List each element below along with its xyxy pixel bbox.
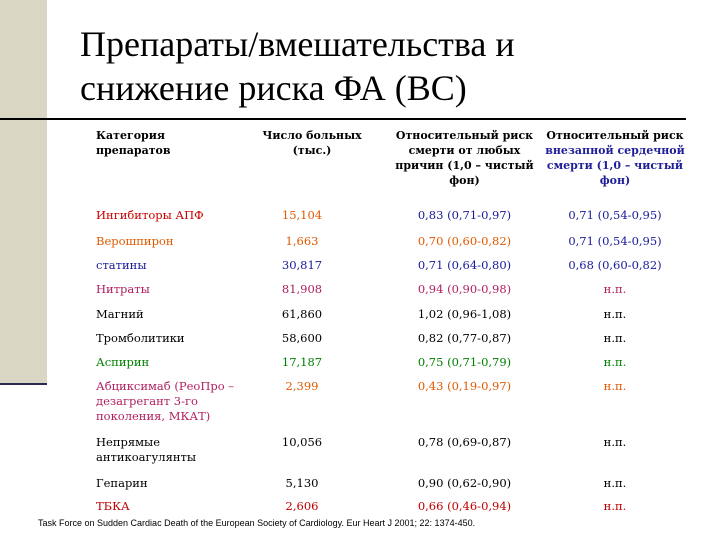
- row-rr-sudden: 0,71 (0,54-0,95): [568, 208, 662, 222]
- row-category: Нитраты: [96, 282, 150, 296]
- row-rr-sudden: н.п.: [603, 307, 627, 321]
- row-category: Абциксимаб (РеоПро – дезагрегант 3-го поколения, МКАТ): [96, 379, 235, 423]
- row-rr-any: 0,43 (0,19-0,97): [417, 379, 512, 393]
- row-rr-sudden: н.п.: [603, 331, 627, 345]
- row-rr-sudden: н.п.: [603, 379, 627, 393]
- header-rr-sudden-part3: фон): [599, 174, 631, 187]
- header-rr-sudden: [540, 128, 690, 188]
- row-patients: 5,130: [285, 476, 319, 490]
- row-category: Ингибиторы АПФ: [96, 208, 204, 222]
- row-rr-any: 0,94 (0,90-0,98): [417, 282, 512, 296]
- decorative-left-band: [0, 0, 47, 383]
- row-category: Тромболитики: [96, 331, 185, 345]
- source-citation: Task Force on Sudden Cardiac Death of the European Society of Cardiology. Eur Heart J 2001; 22: 1374-450.: [38, 518, 476, 528]
- slide-title: [80, 22, 680, 110]
- row-category: Непрямые антикоагулянты: [96, 435, 197, 464]
- row-rr-sudden: н.п.: [603, 499, 627, 513]
- row-patients: 17,187: [281, 355, 323, 369]
- row-category: статины: [96, 258, 147, 272]
- header-patients: Число больных (тыс.): [262, 129, 362, 157]
- row-patients: 81,908: [281, 282, 323, 296]
- slide-title-line2: снижение риска ФА (ВС): [80, 68, 467, 108]
- row-patients: 15,104: [281, 208, 323, 222]
- row-patients: 2,399: [285, 379, 319, 393]
- row-rr-any: 0,75 (0,71-0,79): [417, 355, 512, 369]
- slide-title-line1: Препараты/вмешательства и: [80, 24, 515, 64]
- row-patients: 10,056: [281, 435, 323, 449]
- row-patients: 30,817: [281, 258, 323, 272]
- row-rr-sudden: н.п.: [603, 435, 627, 449]
- row-category: Гепарин: [96, 476, 148, 490]
- row-rr-sudden: 0,68 (0,60-0,82): [568, 258, 662, 272]
- row-category: Верошпирон: [96, 234, 174, 248]
- row-rr-sudden: 0,71 (0,54-0,95): [568, 234, 662, 248]
- title-underline: [0, 118, 686, 120]
- table-header-row: [92, 128, 692, 200]
- row-category: ТБКА: [96, 499, 130, 513]
- row-patients: 1,663: [285, 234, 319, 248]
- row-rr-any: 0,71 (0,64-0,80): [417, 258, 512, 272]
- header-rr-any: Относительный риск смерти от любых причин (1,0 – чистый фон): [395, 129, 534, 187]
- header-rr-sudden-part2: внезапной сердечной смерти (1,0 – чистый: [545, 144, 685, 172]
- row-category: Аспирин: [96, 355, 150, 369]
- band-divider: [0, 383, 47, 385]
- row-rr-any: 0,70 (0,60-0,82): [417, 234, 512, 248]
- row-rr-any: 0,83 (0,71-0,97): [417, 208, 512, 222]
- row-rr-sudden: н.п.: [603, 355, 627, 369]
- row-rr-sudden: н.п.: [603, 282, 627, 296]
- row-rr-any: 0,66 (0,46-0,94): [417, 499, 512, 513]
- header-category: Категория препаратов: [96, 129, 171, 157]
- row-patients: 58,600: [281, 331, 323, 345]
- row-rr-any: 1,02 (0,96-1,08): [417, 307, 512, 321]
- row-rr-sudden: н.п.: [603, 476, 627, 490]
- row-patients: 2,606: [285, 499, 319, 513]
- row-rr-any: 0,82 (0,77-0,87): [417, 331, 512, 345]
- header-rr-sudden-part1: Относительный риск: [546, 129, 684, 142]
- row-rr-any: 0,78 (0,69-0,87): [417, 435, 512, 449]
- row-rr-any: 0,90 (0,62-0,90): [417, 476, 512, 490]
- row-patients: 61,860: [281, 307, 323, 321]
- row-category: Магний: [96, 307, 144, 321]
